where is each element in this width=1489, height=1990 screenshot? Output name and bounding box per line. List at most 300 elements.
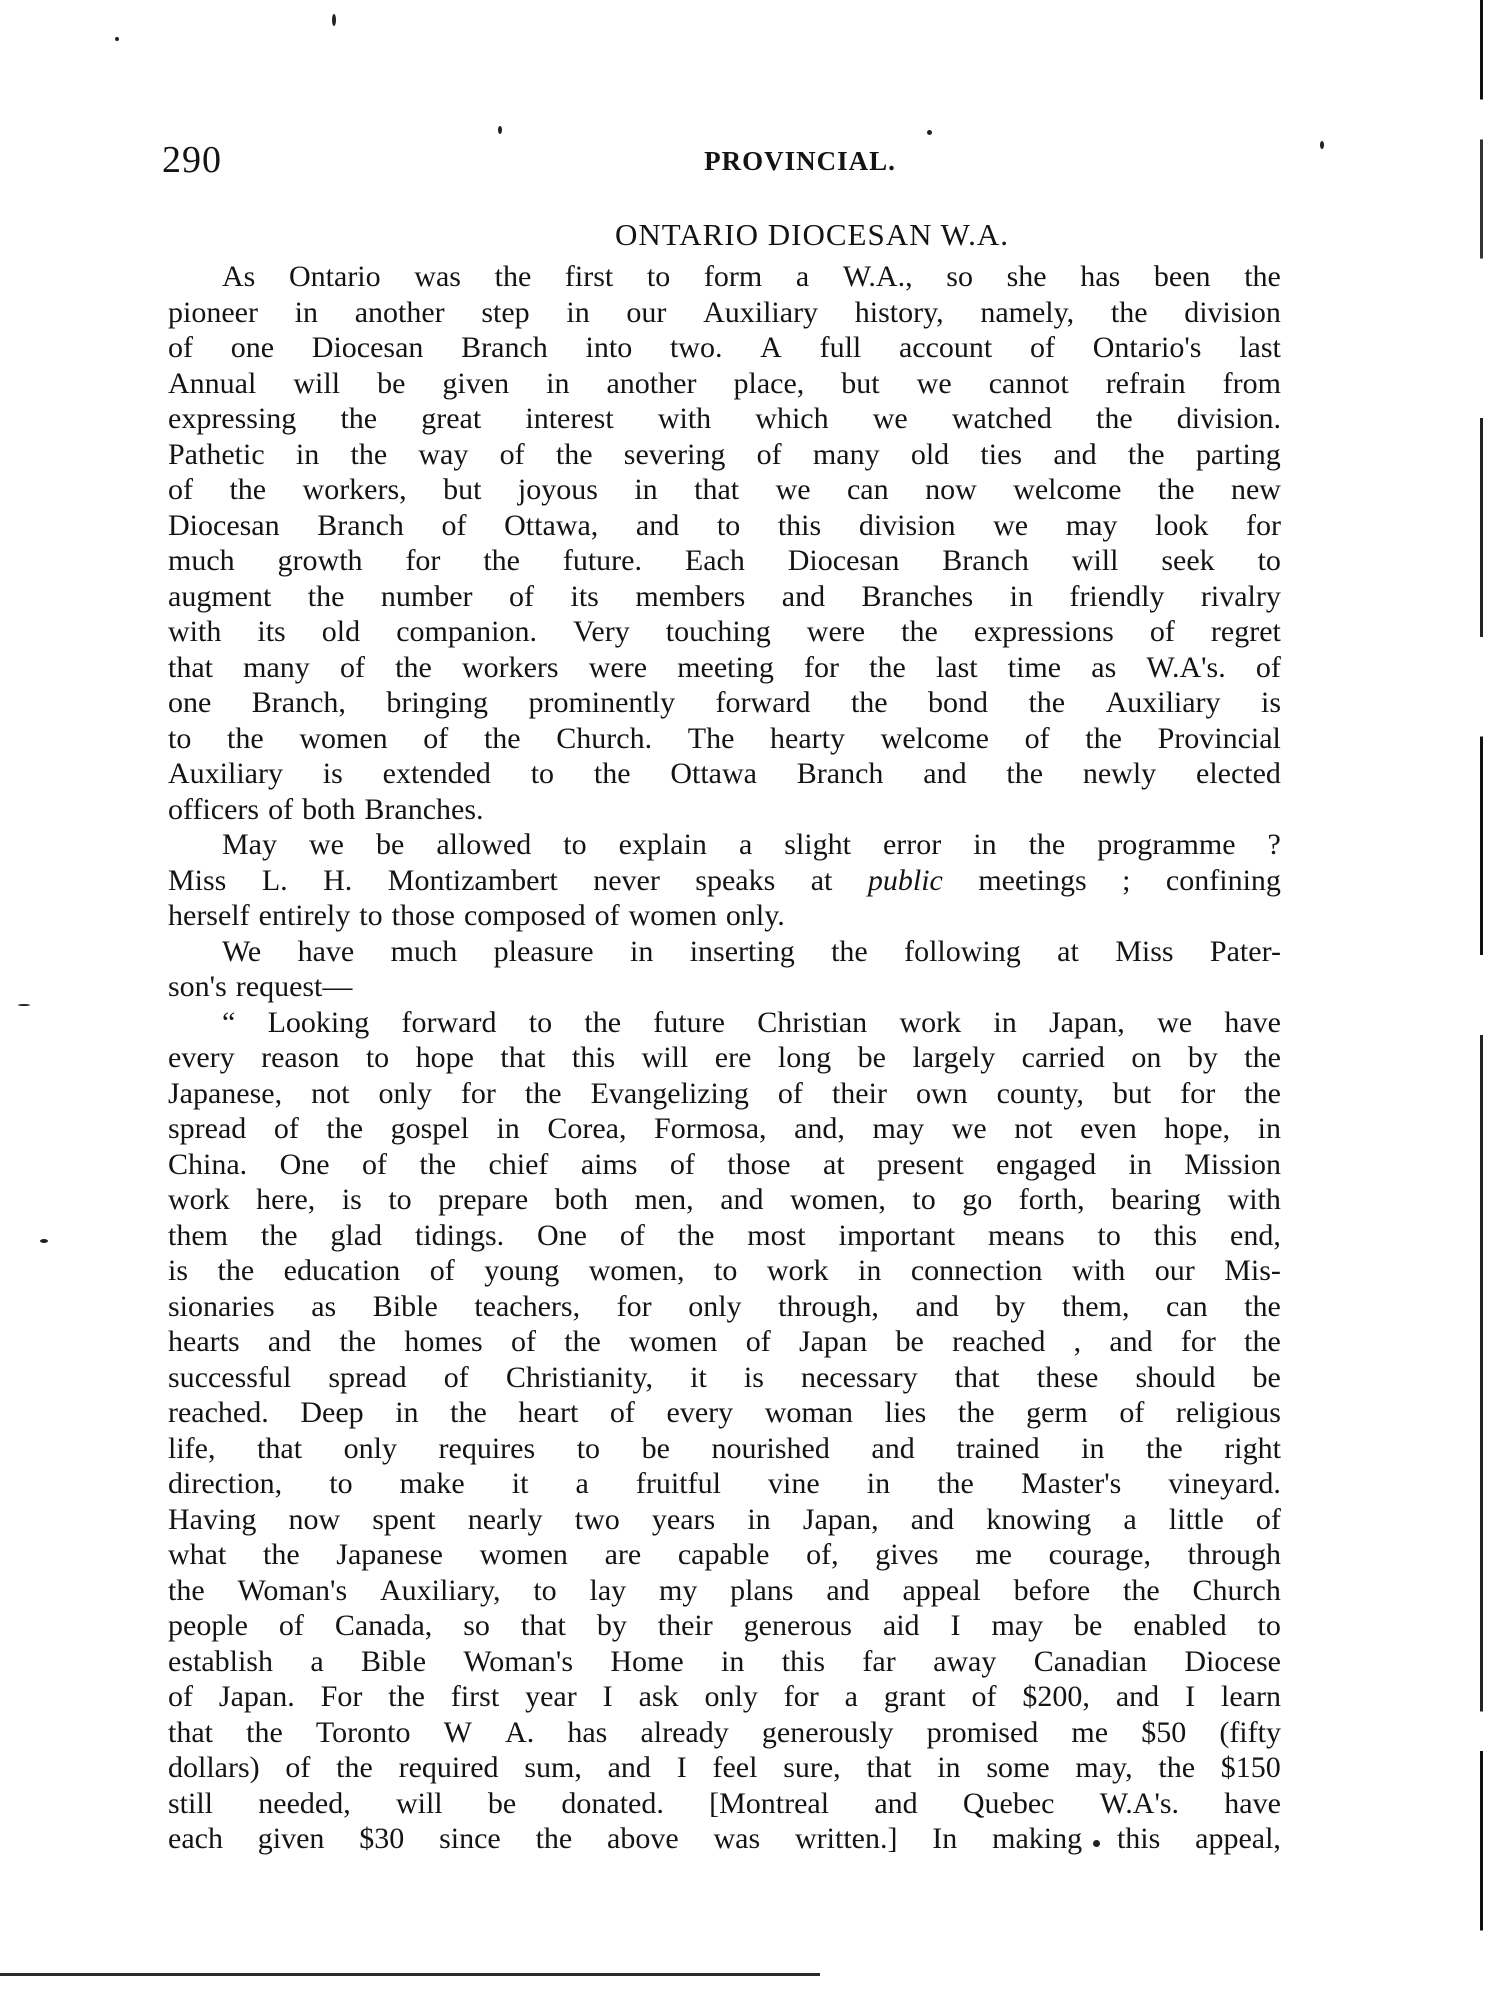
word: the [350, 437, 388, 471]
word: and [874, 1786, 918, 1820]
word: first [450, 1680, 500, 1713]
word: will [1071, 544, 1119, 577]
word: inserting [689, 934, 795, 968]
word: of [499, 437, 525, 471]
word: look [1155, 508, 1209, 542]
word: important [838, 1218, 956, 1252]
word: Mis- [1224, 1254, 1281, 1287]
word: years [651, 1502, 716, 1536]
word: Home [610, 1644, 684, 1678]
word: those [727, 1147, 791, 1181]
word: far [862, 1644, 896, 1678]
word: spent [372, 1502, 436, 1536]
word: $50 [1141, 1715, 1187, 1749]
word: in [629, 934, 654, 968]
word: at [1057, 934, 1079, 968]
word: have [297, 934, 355, 968]
word: by [596, 1609, 627, 1642]
word: were [806, 615, 866, 648]
word: women [299, 721, 388, 755]
word: We [222, 934, 262, 968]
word: the [593, 757, 631, 790]
word: A [760, 331, 782, 364]
word: it [690, 1360, 707, 1394]
word: Bible [361, 1644, 427, 1678]
word: and [910, 1502, 955, 1536]
word: last [935, 650, 978, 684]
word: Branches. [364, 792, 484, 826]
page-number: 290 [162, 139, 222, 181]
word: for [1245, 508, 1281, 542]
word: the [1158, 1751, 1196, 1784]
word: the [260, 1218, 298, 1252]
word: lay [589, 1573, 627, 1607]
word: Very [573, 615, 630, 648]
word: most [747, 1218, 806, 1252]
body-text [168, 259, 1281, 1857]
word: in [937, 1751, 961, 1784]
word: feel [712, 1751, 758, 1784]
word: needed, [258, 1786, 351, 1820]
word: I [950, 1609, 961, 1642]
word: Miss [168, 863, 227, 897]
word: year [525, 1680, 577, 1713]
word: this [781, 1644, 826, 1678]
word: to [388, 1183, 412, 1216]
word: to [528, 1005, 553, 1039]
word: nearly [467, 1502, 543, 1536]
word: the [555, 437, 593, 471]
word: given [442, 366, 510, 400]
word: of [756, 437, 782, 471]
text-line [168, 579, 1281, 615]
word: above [607, 1822, 679, 1855]
word: tidings. [414, 1218, 505, 1252]
word: China. [168, 1147, 248, 1181]
word: Japan, [802, 1502, 879, 1536]
scan-speck [115, 37, 119, 41]
word: to [365, 1041, 390, 1074]
word: enabled [1133, 1609, 1227, 1642]
word: As [222, 260, 256, 293]
word: of [361, 1147, 387, 1181]
word: for [405, 544, 441, 577]
word: not [1014, 1112, 1053, 1145]
word: their [831, 1076, 887, 1110]
word: A. [505, 1715, 535, 1749]
word: the [246, 1715, 283, 1749]
word: courage, [1048, 1538, 1151, 1571]
text-line [168, 472, 1281, 508]
word: Diocesan [311, 331, 424, 364]
word: of [1024, 721, 1050, 755]
text-line [168, 756, 1281, 792]
word: necessary [800, 1360, 918, 1394]
word: workers, [302, 473, 407, 506]
text-line [168, 1324, 1281, 1360]
text-line [168, 969, 1281, 1005]
word: aid [882, 1609, 920, 1642]
word: division [1184, 295, 1281, 329]
word: of [268, 792, 294, 826]
word: parting [1195, 437, 1281, 471]
word: number [380, 579, 473, 613]
word: to [912, 1183, 936, 1216]
word: for [616, 1289, 652, 1323]
word: generously [761, 1715, 894, 1749]
word: and [826, 1573, 870, 1607]
word: of [509, 579, 535, 613]
word: Ontario's [1092, 331, 1202, 364]
word: go [962, 1183, 993, 1216]
word: confining [1165, 863, 1281, 897]
word: woman [764, 1396, 854, 1429]
word: sum, [524, 1751, 582, 1784]
word: with [657, 402, 712, 435]
word: the [957, 1396, 995, 1429]
text-line [168, 614, 1281, 650]
word: before [1013, 1573, 1091, 1607]
text-line [168, 1218, 1281, 1254]
word: Montizambert [387, 863, 558, 897]
word: end, [1230, 1218, 1281, 1252]
word: Miss [1115, 934, 1174, 968]
text-line [168, 1147, 1281, 1183]
word: officers [168, 792, 260, 826]
word: ? [1267, 828, 1281, 861]
word: and [923, 757, 967, 790]
word: severing [623, 437, 726, 471]
word: One [537, 1218, 587, 1252]
word: through [1187, 1538, 1281, 1571]
word: , [1073, 1325, 1082, 1358]
word: extended [382, 757, 491, 790]
word: appeal, [1195, 1822, 1281, 1855]
word: only [343, 1431, 397, 1465]
word: we [309, 828, 344, 861]
word: pleasure [493, 934, 594, 968]
word: old [321, 615, 361, 648]
word: its [570, 579, 599, 613]
word: be [1074, 1609, 1103, 1642]
word: in [295, 437, 320, 471]
word: last [1239, 331, 1281, 364]
word: Each [684, 544, 745, 577]
text-line [168, 685, 1281, 721]
word: Branch [317, 508, 404, 542]
word: future [653, 1005, 725, 1039]
word: division [858, 508, 956, 542]
word: H. [323, 863, 353, 897]
word: the [339, 1325, 377, 1358]
word: much [390, 934, 458, 968]
word: largely [912, 1041, 996, 1074]
word: in [747, 1502, 771, 1536]
word: of [669, 1147, 695, 1181]
word: on [1131, 1041, 1162, 1074]
word: the [388, 1680, 425, 1713]
text-line [168, 1715, 1281, 1751]
word: two [574, 1502, 620, 1536]
word: spread [168, 1112, 247, 1145]
word: W.A's. [1146, 650, 1226, 684]
word: but [443, 473, 482, 506]
word: of [429, 1254, 455, 1287]
word: augment [168, 579, 272, 613]
word: Japanese, [168, 1076, 283, 1110]
word: herself [168, 899, 250, 932]
word: have [1224, 1786, 1281, 1820]
word: in [546, 366, 570, 400]
text-line [168, 863, 1281, 899]
word: I [1185, 1680, 1196, 1713]
word: women, [790, 1183, 886, 1216]
word: future. [562, 544, 642, 577]
word: those [391, 899, 455, 932]
word: the [1028, 686, 1066, 719]
word: in [1128, 1147, 1152, 1181]
word: cannot [988, 366, 1069, 400]
word: since [439, 1822, 501, 1855]
word: Master's [1020, 1467, 1122, 1500]
word: young [484, 1254, 560, 1287]
word: joyous [517, 473, 598, 506]
word: in [496, 1112, 520, 1145]
text-line [168, 1644, 1281, 1680]
word: never [593, 863, 660, 897]
word: welcome [880, 721, 989, 755]
word: which [755, 402, 829, 435]
word: many [812, 437, 880, 471]
word: ties [980, 437, 1023, 471]
word: germ [1026, 1396, 1088, 1429]
word: programme [1097, 828, 1236, 861]
word: first [564, 260, 614, 293]
word: in [866, 1467, 891, 1500]
word: is [322, 757, 343, 790]
word: Woman's [463, 1644, 574, 1678]
word: forward [715, 686, 811, 719]
word: Ottawa, [504, 508, 599, 542]
word: we [872, 402, 908, 435]
word: be [375, 828, 405, 861]
word: the [217, 1254, 255, 1287]
word: full [819, 331, 862, 364]
word: and [607, 1751, 651, 1784]
word: can [846, 473, 889, 506]
word: welcome [1013, 473, 1122, 506]
word: was [713, 1822, 761, 1855]
word: vine [768, 1467, 820, 1500]
word: Ontario [289, 260, 381, 293]
word: of [168, 331, 193, 364]
word: every [666, 1396, 734, 1429]
word: error [882, 828, 942, 861]
word: Woman's [237, 1573, 348, 1607]
word: of [278, 1609, 304, 1642]
word: following [904, 934, 1021, 968]
word: Pater- [1209, 934, 1281, 968]
word: in [993, 1005, 1017, 1039]
word: and [1053, 437, 1097, 471]
word: been [1153, 260, 1211, 293]
word: a [795, 260, 810, 293]
word: direction, [168, 1467, 283, 1500]
word: “ [222, 1005, 236, 1039]
word: explain [618, 828, 707, 861]
word: and [871, 1431, 915, 1465]
text-line [168, 1502, 1281, 1538]
word: were [588, 650, 648, 684]
word: education [283, 1254, 401, 1287]
word: Quebec [962, 1786, 1055, 1820]
text-line [168, 543, 1281, 579]
text-line [168, 1360, 1281, 1396]
word: Christianity, [505, 1360, 654, 1394]
word: appeal [902, 1573, 981, 1607]
word: may [872, 1112, 925, 1145]
word: Auxiliary [703, 295, 819, 329]
word: speaks [695, 863, 776, 897]
word: both [302, 792, 356, 826]
word: the [336, 1751, 373, 1784]
word: of [339, 650, 365, 684]
word: she [1006, 260, 1047, 293]
word: to [576, 1431, 601, 1465]
word: engaged [996, 1147, 1097, 1181]
word: great [421, 402, 482, 435]
word: even [1080, 1112, 1137, 1145]
word: is [1260, 686, 1281, 719]
word: by [1187, 1041, 1218, 1074]
word: the [1095, 402, 1133, 435]
word: the [227, 721, 264, 755]
text-line [168, 650, 1281, 686]
text-line [168, 1750, 1281, 1786]
word: them, [1061, 1289, 1130, 1323]
word: the [1110, 295, 1148, 329]
word: Branch [942, 544, 1029, 577]
word: and, [794, 1112, 845, 1145]
word: requires [438, 1431, 536, 1465]
word: to [530, 757, 555, 790]
word: the [1123, 1573, 1160, 1607]
word: in [858, 1254, 882, 1287]
word: our [1154, 1254, 1195, 1287]
word: the [262, 1538, 300, 1571]
word: the [419, 1147, 457, 1181]
text-line [168, 1111, 1281, 1147]
word: Diocesan [787, 544, 900, 577]
text-line [168, 1537, 1281, 1573]
word: women [479, 1538, 568, 1571]
word: capable [677, 1538, 770, 1571]
word: allowed [436, 828, 532, 861]
word: as [1091, 650, 1117, 684]
word: to [168, 721, 192, 755]
word: rivalry [1200, 579, 1281, 613]
word: Pathetic [168, 437, 265, 471]
word: of [423, 721, 449, 755]
word: Evangelizing [590, 1076, 749, 1110]
text-line [168, 437, 1281, 473]
word: in [395, 1396, 419, 1429]
word: means [988, 1218, 1065, 1252]
word: knowing [986, 1502, 1092, 1536]
word: every [168, 1041, 235, 1074]
word: bearing [1111, 1183, 1202, 1216]
word: we [951, 1112, 987, 1145]
word: to [359, 899, 383, 932]
word: the [395, 650, 432, 684]
word: $150 [1220, 1751, 1281, 1784]
word: me [1071, 1715, 1109, 1749]
word: Branch [796, 757, 884, 790]
word: only. [725, 899, 785, 932]
word: Auxiliary, [379, 1573, 501, 1607]
word: Auxiliary [168, 757, 283, 790]
word: growth [277, 544, 363, 577]
word: prepare [438, 1183, 529, 1216]
scan-speck [927, 130, 932, 135]
word: the [1146, 1431, 1183, 1465]
word: as [311, 1289, 337, 1323]
word: still [168, 1786, 214, 1820]
word: so [946, 260, 973, 293]
word: reached [952, 1325, 1046, 1358]
word: grant [883, 1680, 946, 1713]
word: namely, [980, 295, 1075, 329]
word: for [460, 1076, 496, 1110]
word: the [869, 650, 906, 684]
word: here, [256, 1183, 316, 1216]
word: some [986, 1751, 1050, 1784]
word: I [676, 1751, 687, 1784]
word: their [657, 1609, 713, 1642]
word: old [910, 437, 950, 471]
word: and [915, 1289, 959, 1323]
word: the [483, 721, 521, 755]
text-line [168, 1821, 1281, 1857]
word: is [743, 1360, 764, 1394]
word: I [602, 1680, 613, 1713]
word: be [377, 366, 406, 400]
word: many [243, 650, 310, 684]
word: establish [168, 1644, 273, 1678]
word: each [168, 1822, 223, 1855]
word: refrain [1105, 366, 1186, 400]
word: now [925, 473, 977, 506]
word: for [1180, 1076, 1216, 1110]
word: the [937, 1467, 974, 1500]
text-line [168, 934, 1281, 970]
word: forward [401, 1005, 497, 1039]
word: through, [778, 1289, 879, 1323]
word: chief [488, 1147, 549, 1181]
word: In [932, 1822, 958, 1855]
word: fruitful [635, 1467, 721, 1500]
word: make [399, 1467, 465, 1500]
word: [Montreal [709, 1786, 830, 1820]
word: plans [730, 1573, 794, 1607]
word: for [1180, 1325, 1216, 1358]
word: division. [1176, 402, 1281, 435]
word: For [320, 1680, 363, 1713]
word: time [1007, 650, 1062, 684]
word: reason [261, 1041, 340, 1074]
word: donated. [561, 1786, 664, 1820]
word: another [606, 366, 697, 400]
